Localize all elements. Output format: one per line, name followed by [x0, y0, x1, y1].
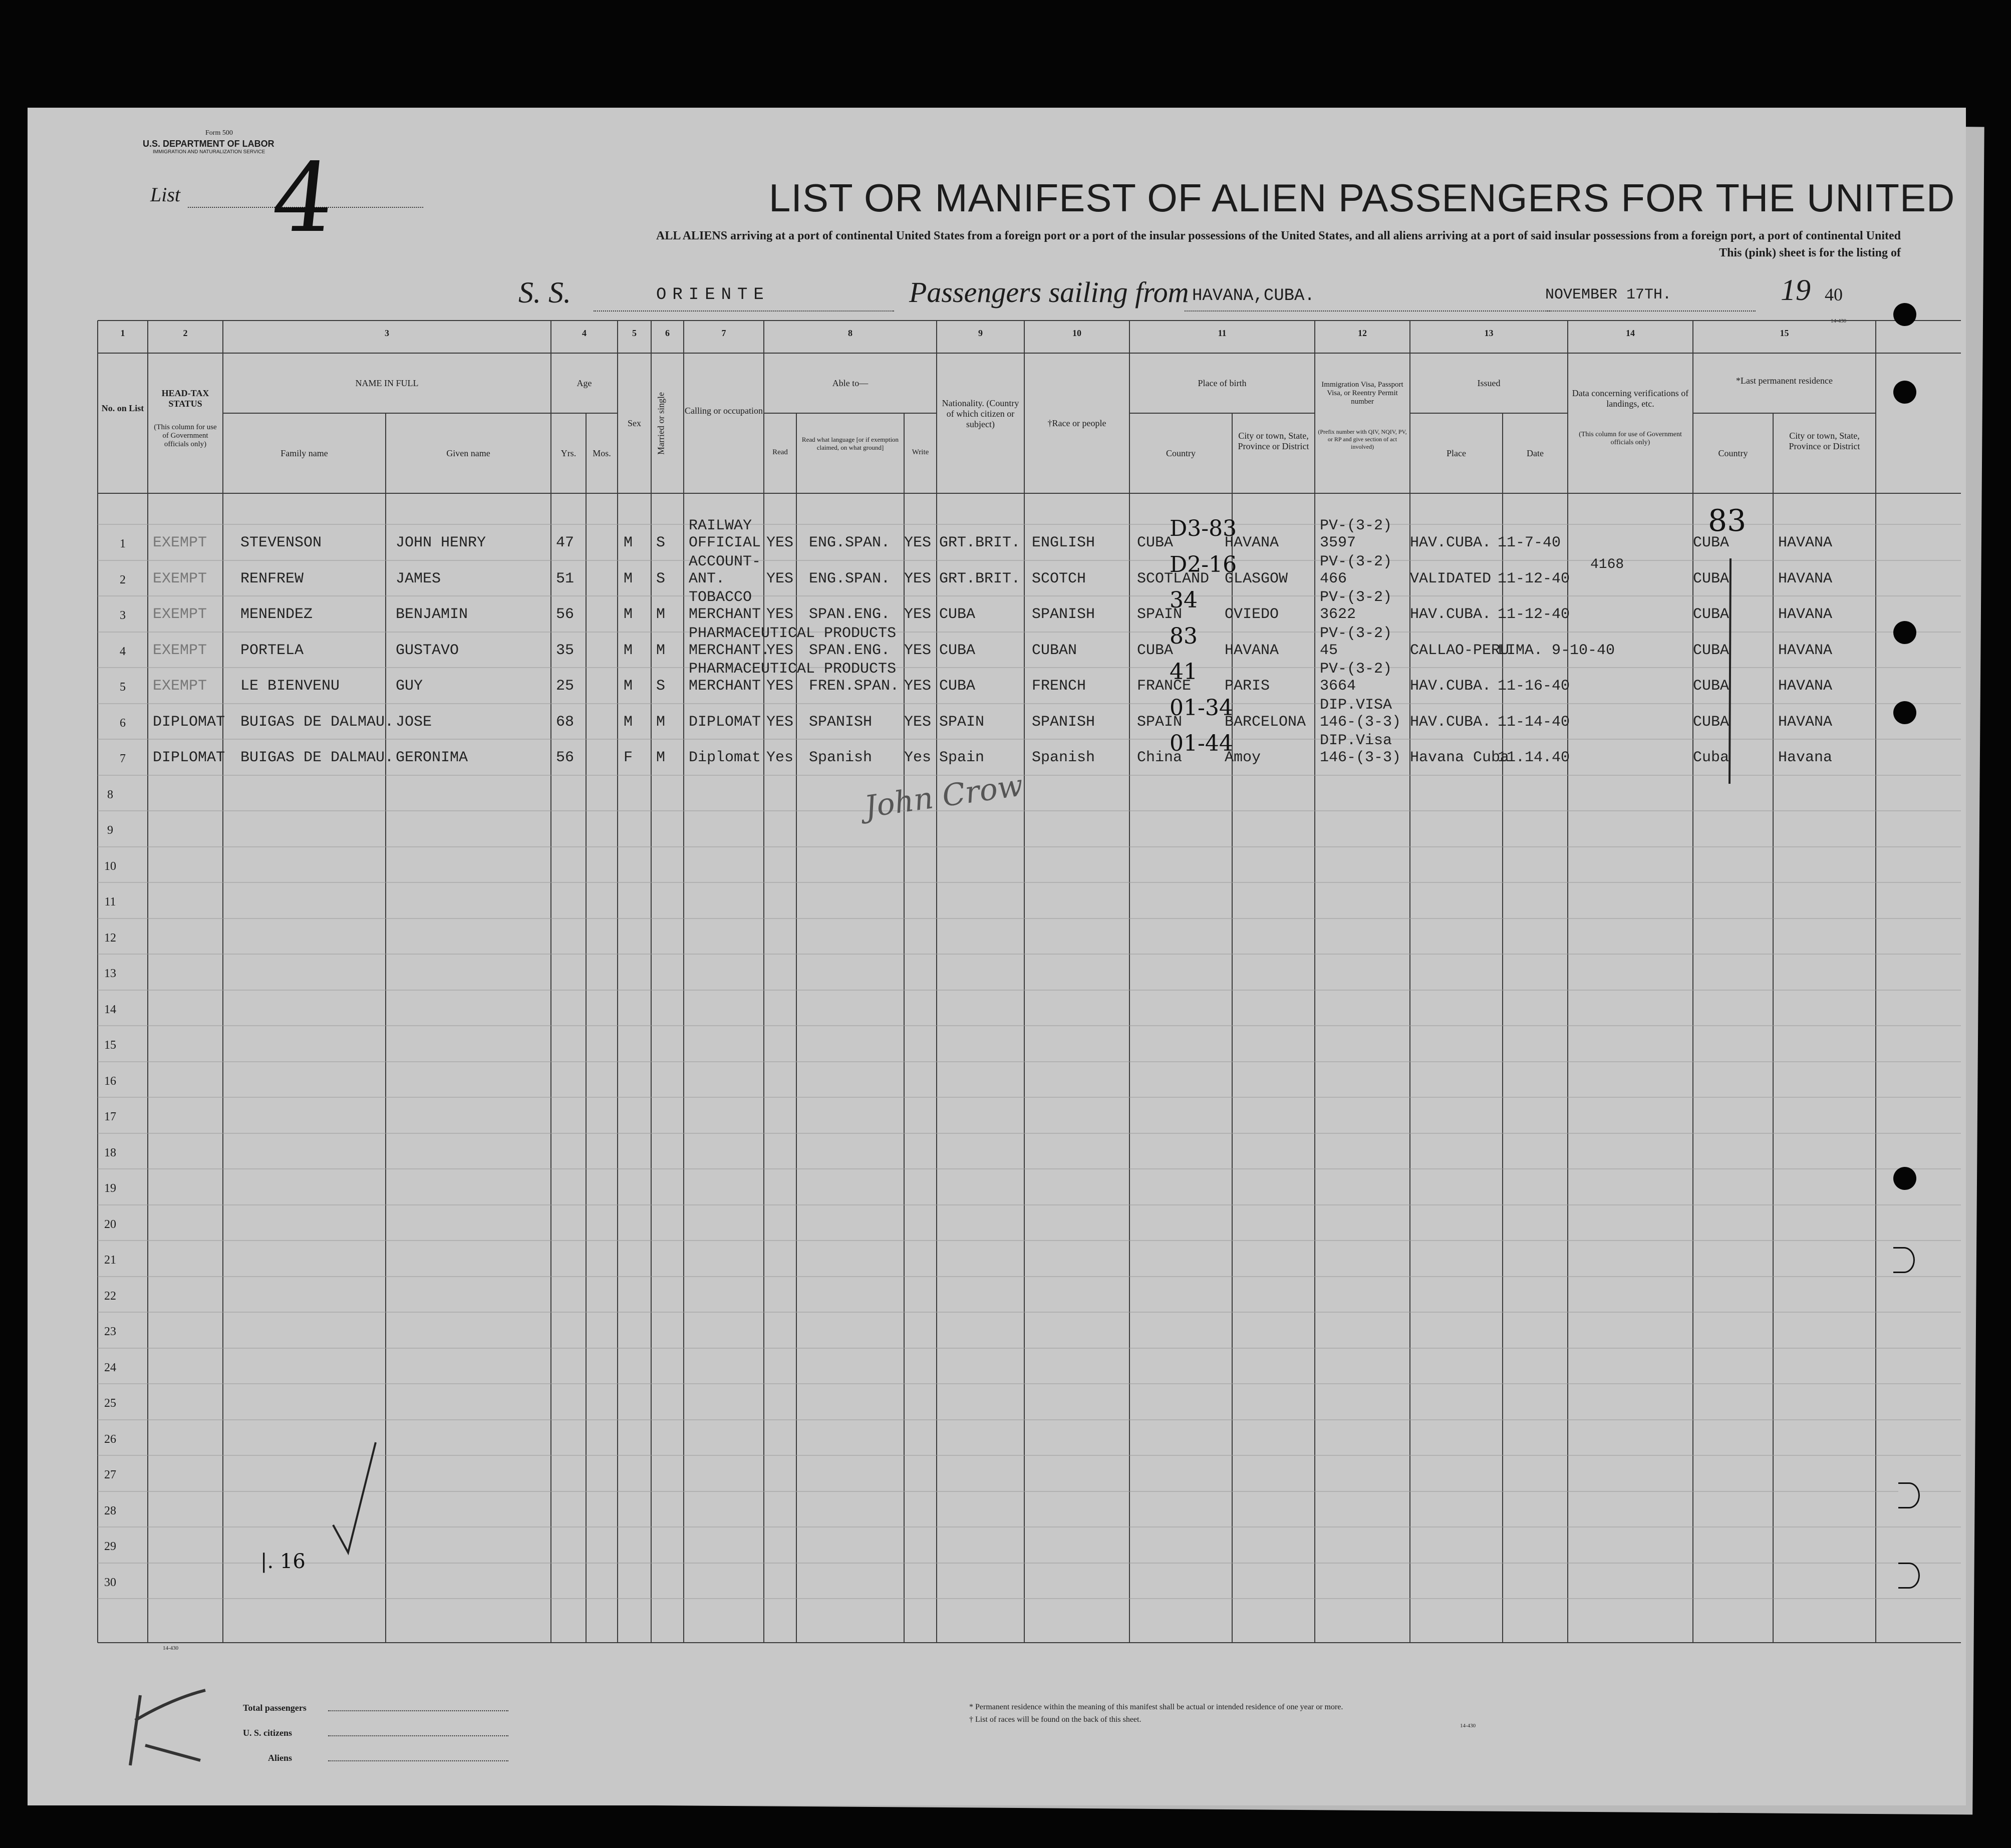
cell-res-country: CUBA — [1693, 678, 1730, 695]
cell-ms: S — [656, 534, 666, 551]
cell-nat: CUBA — [939, 642, 976, 659]
cell-visa-1: PV-(3-2) — [1320, 517, 1392, 534]
cell-visa-2: 466 — [1320, 570, 1347, 587]
row-number: 30 — [104, 1576, 116, 1589]
row-number: 24 — [104, 1361, 116, 1374]
row-29-note — [260, 1550, 306, 1573]
cell-family: PORTELA — [240, 642, 304, 659]
cell-given: JOSE — [396, 713, 432, 731]
cell-res-country: CUBA — [1693, 570, 1730, 587]
cell-res-city: HAVANA — [1778, 678, 1833, 695]
cell-b-city: Amoy — [1225, 749, 1261, 766]
cell-calling-1: RAILWAY — [689, 517, 752, 534]
cell-iss-date: 11-16-40 — [1498, 678, 1570, 695]
row-number: 21 — [104, 1254, 116, 1267]
cell-given: JOHN HENRY — [396, 534, 486, 551]
cell-nat: CUBA — [939, 606, 976, 623]
verification-code: 4168 — [1590, 557, 1624, 572]
handwritten-mark: 83 — [1170, 623, 1198, 649]
cell-calling-1: PHARMACEUTICAL PRODUCTS — [689, 625, 897, 642]
cell-ms: S — [656, 570, 666, 587]
manifest-sheet — [28, 108, 1966, 1805]
col-number-2: 2 — [183, 328, 188, 338]
col-header-head-tax: HEAD-TAX STATUS — [161, 388, 209, 409]
cell-yrs: 68 — [556, 713, 574, 731]
cell-nat: GRT.BRIT. — [939, 534, 1021, 551]
col-number-15: 15 — [1780, 328, 1789, 338]
cell-lang: SPAN.ENG. — [809, 606, 891, 623]
cell-visa-1: DIP.VISA — [1320, 696, 1392, 714]
cell-read: YES — [766, 642, 794, 659]
footer-note-races: † List of races will be found on the back of this sheet. — [969, 1715, 1141, 1724]
binder-hole — [1898, 1482, 1920, 1508]
cell-given: BENJAMIN — [396, 606, 468, 623]
form-code-top: 14-430 — [1831, 318, 1847, 324]
col-header-read: Read — [772, 448, 788, 456]
cell-res-city: HAVANA — [1778, 534, 1833, 551]
footer-aliens-line — [328, 1760, 508, 1761]
cell-yrs: 47 — [556, 534, 574, 551]
col-number-9: 9 — [978, 328, 983, 338]
binder-hole — [1893, 1167, 1916, 1190]
cell-b-country: FRANCE — [1137, 678, 1192, 695]
x-mark — [115, 1685, 215, 1770]
cell-write: YES — [904, 534, 932, 551]
col-number-4: 4 — [582, 328, 587, 338]
cell-write: YES — [904, 713, 932, 731]
cell-iss-place: HAV.CUBA. — [1410, 678, 1492, 695]
cell-b-city: GLASGOW — [1225, 570, 1288, 587]
cell-sex: M — [624, 534, 633, 551]
departure-port: HAVANA,CUBA. — [1192, 286, 1315, 305]
cell-family: STEVENSON — [240, 534, 322, 551]
row-number: 12 — [104, 931, 116, 945]
cell-iss-place: HAV.CUBA. — [1410, 606, 1492, 623]
cell-visa-1: PV-(3-2) — [1320, 661, 1392, 678]
cell-iss-date: 11-7-40 — [1498, 534, 1561, 551]
cell-lang: FREN.SPAN. — [809, 678, 900, 695]
cell-nat: Spain — [939, 749, 985, 766]
handwritten-mark: 34 — [1170, 587, 1198, 613]
cell-b-country: CUBA — [1137, 534, 1174, 551]
col-number-8: 8 — [848, 328, 852, 338]
cell-calling-2: MERCHANT — [689, 606, 761, 623]
cell-lang: ENG.SPAN. — [809, 534, 891, 551]
cell-no: 3 — [120, 609, 126, 622]
year-suffix: 40 — [1825, 284, 1843, 304]
cell-no: 6 — [120, 716, 126, 730]
cell-lang: ENG.SPAN. — [809, 570, 891, 587]
col-header-head-tax-note: (This column for use of Government officials only) — [154, 423, 217, 448]
cell-lang: Spanish — [809, 749, 873, 766]
col-header-residence-city: City or town, State, Province or District — [1789, 431, 1860, 451]
cell-family: BUIGAS DE DALMAU. — [240, 713, 394, 731]
sailing-label: Passengers sailing from — [909, 276, 1189, 309]
col-header-nationality: Nationality. (Country of which citizen or subject) — [942, 398, 1019, 429]
departure-date: NOVEMBER 17TH. — [1545, 286, 1672, 303]
cell-sex: F — [624, 749, 633, 766]
col-number-10: 10 — [1072, 328, 1081, 338]
cell-b-country: SPAIN — [1137, 606, 1183, 623]
footer-form-code-left: 14-430 — [163, 1645, 179, 1651]
cell-given: JAMES — [396, 570, 441, 587]
cell-write: Yes — [904, 749, 932, 766]
handwritten-mark: D2-16 — [1170, 551, 1237, 577]
row-number: 11 — [104, 895, 116, 908]
footer-total-label: Total passengers — [243, 1703, 307, 1713]
binder-hole — [1893, 303, 1916, 326]
binder-hole — [1893, 701, 1916, 724]
cell-visa-2: 146-(3-3) — [1320, 749, 1401, 766]
cell-family: MENENDEZ — [240, 606, 313, 623]
col-header-verification-note: (This column for use of Government officials only) — [1579, 431, 1682, 446]
cell-no: 2 — [120, 573, 126, 586]
check-mark — [328, 1440, 388, 1560]
manifest-title: LIST OR MANIFEST OF ALIEN PASSENGERS FOR THE UNITED — [769, 176, 1955, 220]
cell-yrs: 25 — [556, 678, 574, 695]
cell-race: SCOTCH — [1032, 570, 1086, 587]
col-header-verification: Data concerning verifications of landings, etc. — [1572, 388, 1689, 409]
handwritten-signature: John Crow — [862, 768, 1025, 825]
cell-read: YES — [766, 713, 794, 731]
row-29-number: 16 — [279, 1550, 306, 1573]
col-header-residence-country: Country — [1718, 448, 1748, 458]
cell-b-country: CUBA — [1137, 642, 1174, 659]
row-number: 9 — [107, 824, 113, 837]
row-number: 15 — [104, 1039, 116, 1052]
col-header-no-on-list: No. on List — [101, 403, 144, 413]
col-header-given-name: Given name — [446, 448, 490, 458]
col-header-calling: Calling or occupation — [685, 406, 763, 416]
cell-visa-1: PV-(3-2) — [1320, 625, 1392, 642]
cell-race: SPANISH — [1032, 606, 1095, 623]
col-header-married-single: Married or single — [656, 392, 666, 455]
cell-b-city: BARCELONA — [1225, 713, 1306, 731]
row-number: 20 — [104, 1217, 116, 1231]
cell-res-country: CUBA — [1693, 642, 1730, 659]
footer-form-code: 14-430 — [1460, 1723, 1476, 1729]
cell-tax: EXEMPT — [153, 534, 207, 551]
col-header-read-language: Read what language [or if exemption claimed, on what ground] — [801, 436, 899, 451]
col-header-able-to: Able to— — [832, 378, 869, 388]
col-number-7: 7 — [721, 328, 726, 338]
cell-res-city: HAVANA — [1778, 606, 1833, 623]
col-header-family-name: Family name — [280, 448, 328, 458]
cell-res-city: HAVANA — [1778, 713, 1833, 731]
cell-calling-2: OFFICIAL — [689, 534, 761, 551]
cell-lang: SPAN.ENG. — [809, 642, 891, 659]
cell-read: YES — [766, 606, 794, 623]
col-number-1: 1 — [120, 328, 125, 338]
cell-read: YES — [766, 570, 794, 587]
cell-given: GERONIMA — [396, 749, 468, 766]
row-number: 10 — [104, 859, 116, 873]
cell-visa-1: DIP.Visa — [1320, 732, 1392, 749]
cell-calling-2: Diplomat — [689, 749, 761, 766]
cell-b-city: HAVANA — [1225, 534, 1279, 551]
cell-b-city: HAVANA — [1225, 642, 1279, 659]
cell-ms: M — [656, 606, 666, 623]
residence-mark: 83 — [1708, 503, 1747, 538]
cell-nat: SPAIN — [939, 713, 985, 731]
cell-sex: M — [624, 570, 633, 587]
year-prefix: 19 — [1781, 273, 1811, 306]
cell-calling-2: ANT. — [689, 570, 725, 587]
col-header-visa: Immigration Visa, Passport Visa, or Reentry Permit number — [1321, 381, 1403, 406]
cell-read: YES — [766, 678, 794, 695]
cell-sex: M — [624, 678, 633, 695]
col-header-issued: Issued — [1477, 378, 1501, 388]
col-header-write: Write — [912, 448, 929, 456]
cell-visa-1: PV-(3-2) — [1320, 589, 1392, 606]
cell-calling-1: PHARMACEUTICAL PRODUCTS — [689, 661, 897, 678]
col-number-12: 12 — [1358, 328, 1367, 338]
cell-res-country: CUBA — [1693, 713, 1730, 731]
binder-hole — [1898, 1563, 1920, 1589]
row-number: 8 — [107, 788, 113, 801]
cell-res-city: Havana — [1778, 749, 1833, 766]
cell-write: YES — [904, 570, 932, 587]
cell-res-country: CUBA — [1693, 606, 1730, 623]
cell-family: LE BIENVENU — [240, 678, 340, 695]
footer-total-line — [328, 1710, 508, 1711]
row-number: 14 — [104, 1003, 116, 1016]
row-number: 23 — [104, 1325, 116, 1338]
col-header-issued-place: Place — [1447, 448, 1466, 458]
handwritten-mark: 41 — [1170, 659, 1198, 685]
footer-citizens-label: U. S. citizens — [243, 1728, 292, 1738]
cell-nat: GRT.BRIT. — [939, 570, 1021, 587]
cell-tax: EXEMPT — [153, 570, 207, 587]
cell-sex: M — [624, 642, 633, 659]
cell-visa-2: 3597 — [1320, 534, 1356, 551]
cell-write: YES — [904, 678, 932, 695]
cell-ms: S — [656, 678, 666, 695]
cell-calling-2: MERCHANT. — [689, 642, 770, 659]
list-number: 4 — [267, 143, 340, 253]
col-header-birth-city: City or town, State, Province or District — [1238, 431, 1309, 451]
form-number: Form 500 — [205, 129, 233, 137]
cell-res-country: Cuba — [1693, 749, 1730, 766]
row-number: 19 — [104, 1182, 116, 1195]
cell-tax: DIPLOMAT — [153, 713, 225, 731]
col-header-months: Mos. — [593, 448, 611, 458]
cell-ms: M — [656, 749, 666, 766]
binder-hole — [1893, 1247, 1915, 1273]
row-number: 27 — [104, 1468, 116, 1481]
cell-no: 4 — [120, 645, 126, 658]
manifest-grid — [28, 108, 1966, 1805]
cell-no: 1 — [120, 537, 126, 550]
col-number-6: 6 — [665, 328, 670, 338]
ditto-line — [1726, 558, 1736, 784]
cell-visa-1: PV-(3-2) — [1320, 553, 1392, 570]
cell-calling-2: MERCHANT — [689, 678, 761, 695]
col-header-issued-date: Date — [1527, 448, 1544, 458]
cell-b-city: OVIEDO — [1225, 606, 1279, 623]
cell-visa-2: 3664 — [1320, 678, 1356, 695]
row-number: 29 — [104, 1540, 116, 1553]
col-header-last-residence: *Last permanent residence — [1736, 376, 1833, 386]
cell-res-city: HAVANA — [1778, 642, 1833, 659]
cell-no: 5 — [120, 681, 126, 694]
cell-calling-1: TOBACCO — [689, 589, 752, 606]
col-header-race: †Race or people — [1047, 418, 1106, 428]
cell-read: Yes — [766, 749, 794, 766]
col-number-14: 14 — [1626, 328, 1635, 338]
cell-iss-place: Havana Cuba — [1410, 749, 1510, 766]
cell-nat: CUBA — [939, 678, 976, 695]
col-header-birth-country: Country — [1166, 448, 1196, 458]
cell-ms: M — [656, 713, 666, 731]
cell-race: SPANISH — [1032, 713, 1095, 731]
cell-family: RENFREW — [240, 570, 304, 587]
cell-iss-date: 11-14-40 — [1498, 713, 1570, 731]
row-number: 28 — [104, 1504, 116, 1517]
cell-iss-place: HAV.CUBA. — [1410, 713, 1492, 731]
col-header-years: Yrs. — [560, 448, 577, 458]
cell-race: Spanish — [1032, 749, 1095, 766]
binder-hole — [1893, 381, 1916, 404]
service-name: IMMIGRATION AND NATURALIZATION SERVICE — [153, 149, 265, 155]
col-number-11: 11 — [1218, 328, 1227, 338]
cell-write: YES — [904, 642, 932, 659]
row-number: 17 — [104, 1110, 116, 1123]
cell-given: GUY — [396, 678, 423, 695]
department-name: U.S. DEPARTMENT OF LABOR — [143, 139, 274, 149]
cell-b-city: PARIS — [1225, 678, 1270, 695]
cell-iss-date: 11-12-40 — [1498, 570, 1570, 587]
cell-given: GUSTAVO — [396, 642, 459, 659]
cell-yrs: 56 — [556, 606, 574, 623]
cell-write: YES — [904, 606, 932, 623]
cell-race: FRENCH — [1032, 678, 1086, 695]
col-number-5: 5 — [632, 328, 637, 338]
col-header-visa-note: (Prefix number with QIV, NQIV, PV, or RP and give section of act involved) — [1318, 428, 1407, 450]
row-number: 26 — [104, 1432, 116, 1446]
ss-label: S. S. — [518, 276, 571, 309]
footer-aliens-label: Aliens — [268, 1753, 293, 1763]
footer-citizens-line — [328, 1735, 508, 1736]
cell-iss-place: CALLAO-PERU — [1410, 642, 1510, 659]
cell-sex: M — [624, 713, 633, 731]
cell-visa-2: 3622 — [1320, 606, 1356, 623]
col-header-age: Age — [577, 378, 592, 388]
cell-sex: M — [624, 606, 633, 623]
col-header-place-of-birth: Place of birth — [1198, 378, 1247, 388]
row-29-tick: |. — [260, 1550, 280, 1573]
row-number: 25 — [104, 1397, 116, 1410]
cell-family: BUIGAS DE DALMAU. — [240, 749, 394, 766]
list-label: List — [150, 183, 181, 206]
footer-note-residence: * Permanent residence within the meaning of this manifest shall be actual or intended residence of one year or more. — [969, 1703, 1343, 1711]
cell-res-country: CUBA — [1693, 534, 1730, 551]
cell-race: ENGLISH — [1032, 534, 1095, 551]
cell-lang: SPANISH — [809, 713, 873, 731]
cell-iss-place: VALIDATED — [1410, 570, 1492, 587]
cell-ms: M — [656, 642, 666, 659]
row-number: 13 — [104, 967, 116, 980]
cell-tax: EXEMPT — [153, 606, 207, 623]
handwritten-mark: 01-44 — [1170, 731, 1233, 756]
cell-race: CUBAN — [1032, 642, 1077, 659]
ship-name: ORIENTE — [656, 285, 770, 304]
col-header-sex: Sex — [628, 418, 641, 428]
cell-yrs: 35 — [556, 642, 574, 659]
cell-res-city: HAVANA — [1778, 570, 1833, 587]
cell-iss-date: 11-12-40 — [1498, 606, 1570, 623]
cell-iss-date: 11.14.40 — [1498, 749, 1570, 766]
cell-tax: EXEMPT — [153, 678, 207, 695]
cell-visa-2: 146-(3-3) — [1320, 713, 1401, 731]
cell-no: 7 — [120, 752, 126, 765]
cell-yrs: 56 — [556, 749, 574, 766]
cell-iss-place: HAV.CUBA. — [1410, 534, 1492, 551]
cell-tax: EXEMPT — [153, 642, 207, 659]
handwritten-mark: 01-34 — [1170, 695, 1233, 721]
row-number: 16 — [104, 1074, 116, 1088]
cell-b-country: SPAIN — [1137, 713, 1183, 731]
subtitle-line-2: This (pink) sheet is for the listing of — [1719, 246, 1901, 259]
cell-yrs: 51 — [556, 570, 574, 587]
cell-read: YES — [766, 534, 794, 551]
col-number-13: 13 — [1484, 328, 1494, 338]
cell-visa-2: 45 — [1320, 642, 1338, 659]
cell-calling-1: ACCOUNT- — [689, 553, 761, 570]
cell-iss-date: LIMA. 9-10-40 — [1498, 642, 1615, 659]
col-number-3: 3 — [385, 328, 389, 338]
cell-b-country: SCOTLAND — [1137, 570, 1210, 587]
binder-hole — [1893, 621, 1916, 644]
handwritten-mark: D3-83 — [1170, 516, 1237, 541]
cell-tax: DIPLOMAT — [153, 749, 225, 766]
subtitle-line-1: ALL ALIENS arriving at a port of continental United States from a foreign port or a port of the insular possessions of the United States, and all aliens arriving at a port of said insular possessions from a foreign port, a port of continental United — [656, 229, 1901, 242]
row-number: 18 — [104, 1146, 116, 1159]
cell-calling-2: DIPLOMAT — [689, 713, 761, 731]
row-number: 22 — [104, 1289, 116, 1303]
col-header-name-in-full: NAME IN FULL — [355, 378, 419, 388]
cell-b-country: China — [1137, 749, 1183, 766]
